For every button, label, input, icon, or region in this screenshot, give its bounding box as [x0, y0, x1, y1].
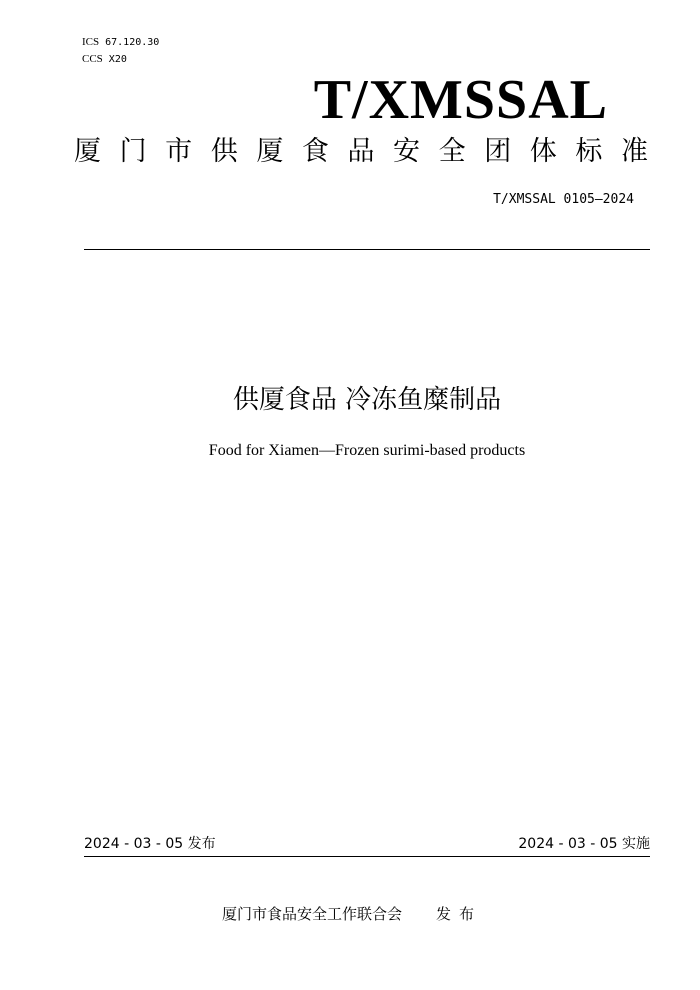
standard-brand: T/XMSSAL: [313, 69, 608, 131]
org-char: 标: [575, 136, 603, 167]
org-char: 安: [393, 136, 421, 167]
org-char: 门: [119, 136, 147, 167]
header-divider: [84, 249, 650, 250]
org-char: 市: [165, 136, 193, 167]
implementation-date: 2024 - 03 - 05 实施: [518, 836, 650, 852]
org-char: 体: [529, 136, 557, 167]
org-char: 供: [210, 136, 238, 167]
publish-label: 发布: [436, 905, 483, 923]
issuer-line: [222, 904, 482, 924]
org-char: 准: [620, 136, 648, 167]
footer-divider: [84, 856, 650, 857]
org-char: 全: [438, 136, 466, 167]
ics-label: ICS: [82, 36, 100, 48]
document-title-english: Food for Xiamen—Frozen surimi-based products: [208, 442, 526, 459]
ccs-label: CCS: [82, 53, 103, 65]
org-char: 厦: [256, 136, 284, 167]
issue-date: 2024 - 03 - 05 发布: [84, 836, 216, 852]
org-char: 品: [347, 136, 375, 167]
organization-standard-name: [74, 134, 648, 170]
ccs-code: X20: [108, 54, 127, 65]
ics-code: 67.120.30: [105, 37, 160, 48]
org-char: 厦: [74, 136, 101, 167]
org-char: 食: [301, 136, 329, 167]
issuer-name: 厦门市食品安全工作联合会: [222, 905, 403, 923]
ccs-line: [82, 51, 127, 68]
document-title-chinese: 供厦食品 冷冻鱼糜制品: [232, 385, 502, 415]
standard-number: T/XMSSAL 0105—2024: [493, 192, 634, 207]
ics-line: [82, 34, 159, 51]
org-char: 团: [484, 136, 512, 167]
